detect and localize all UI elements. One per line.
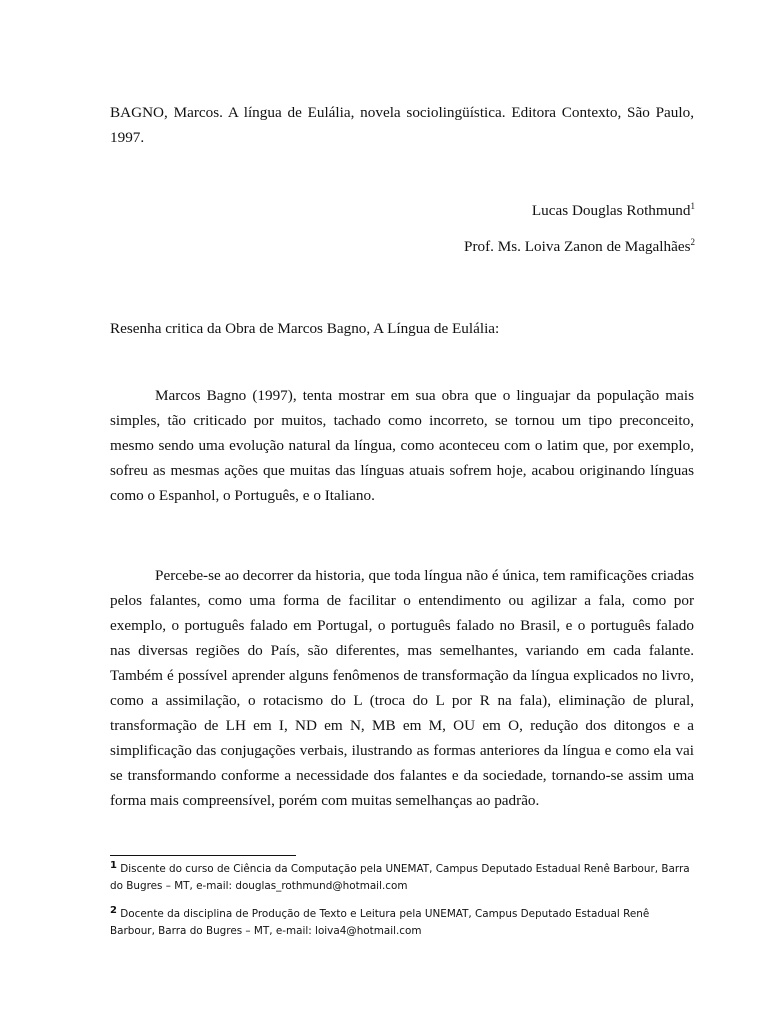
footnote-text: Docente da disciplina de Produção de Texto e Leitura pela UNEMAT, Campus Deputado Estadual Renê Barbour, Barra do Bugres – MT, e-mail: loiva4@hotmail.com [110, 908, 650, 937]
footnote-number: 1 [110, 860, 117, 871]
advisor-name-line [464, 237, 695, 257]
footnote [110, 906, 694, 940]
advisor-name: Prof. Ms. Loiva Zanon de Magalhães [464, 238, 691, 255]
footnote-number: 2 [110, 905, 117, 916]
footnote [110, 861, 694, 895]
body-paragraph: Percebe-se ao decorrer da historia, que toda língua não é única, tem ramificações criadas pelos falantes, como uma forma de facilitar o entendimento ou agilizar a fala, como por exemplo, o português falado em Portugal, o português falado no Brasil, e o português falado nas diversas regiões do País, são diferentes, mas semelhantes, variando em cada falante. Também é possível aprender alguns fenômenos de transformação da língua explicados no livro, como a assimilação, o rotacismo do L (troca do L por R na fala), eliminação de plural, transformação de LH em I, ND em N, MB em M, OU em O, redução dos ditongos e a simplificação das conjugações verbais, ilustrando as formas anteriores da língua e como ela vai se transformando conforme a necessidade dos falantes e da sociedade, tornando-se assim uma forma mais compreensível, porém com muitas semelhanças ao padrão. [110, 567, 694, 809]
footnote-text: Discente do curso de Ciência da Computação pela UNEMAT, Campus Deputado Estadual Renê Barbour, Barra do Bugres – MT, e-mail: douglas_rothmund@hotmail.com [110, 863, 690, 892]
author-name: Lucas Douglas Rothmund [531, 202, 691, 219]
bibliographic-citation: BAGNO, Marcos. A língua de Eulália, novela sociolingüística. Editora Contexto, São Paulo, 1997. [110, 104, 694, 146]
footnote-separator [110, 855, 296, 856]
footnote-reference: 1 [690, 201, 695, 211]
body-paragraph: Marcos Bagno (1997), tenta mostrar em sua obra que o linguajar da população mais simples, tão criticado por muitos, tachado como incorreto, se tornou um tipo preconceito, mesmo sendo uma evolução natural da língua, como aconteceu com o latim que, por exemplo, sofreu as mesmas ações que muitas das línguas atuais sofrem hoje, acabou originando línguas como o Espanhol, o Português, e o Italiano. [110, 387, 694, 504]
author-name-line [532, 201, 695, 221]
review-heading: Resenha critica da Obra de Marcos Bagno, A Língua de Eulália: [110, 320, 500, 337]
footnote-reference: 2 [690, 237, 695, 247]
